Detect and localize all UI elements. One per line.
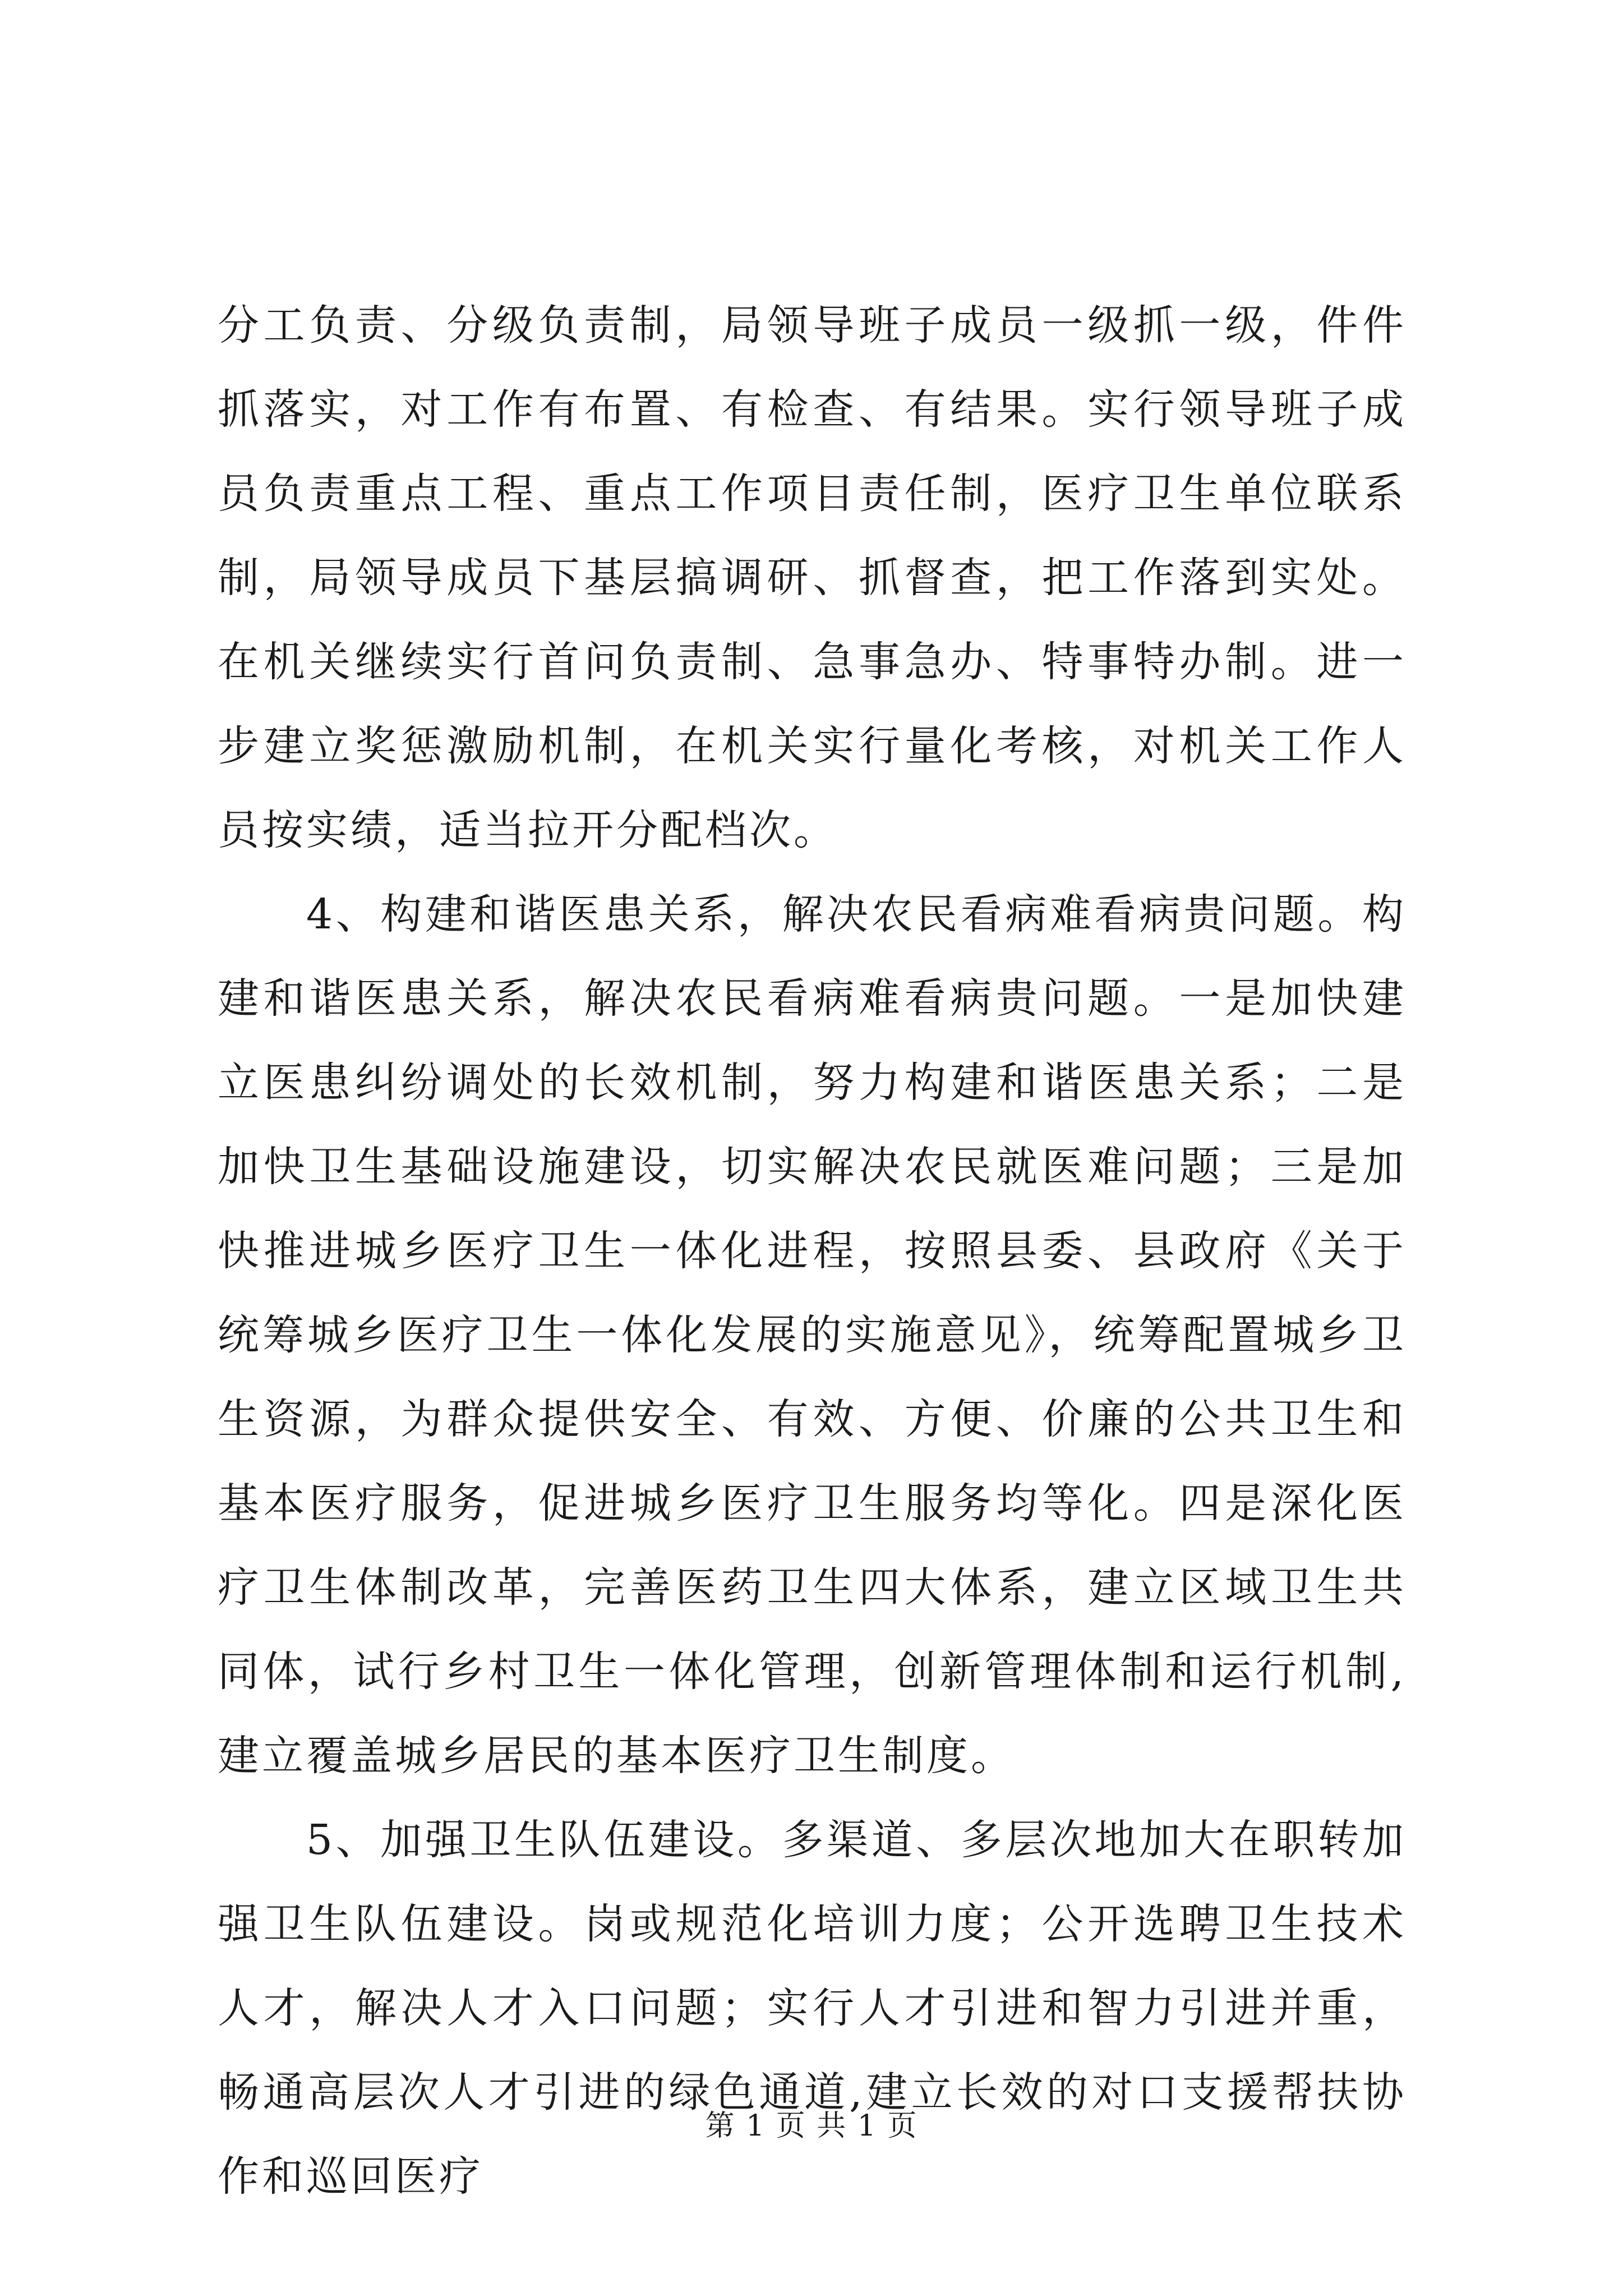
paragraph-health-workforce: 5、加强卫生队伍建设。多渠道、多层次地加大在职转加强卫生队伍建设。岗或规范化培训力度；公开选聘卫生技术人才，解决人才入口问题；实行人才引进和智力引进并重，畅通高层次人才引进的绿色通道,建立长效的对口支援帮扶协作和巡回医疗 [218, 1816, 1407, 2201]
paragraph-doctor-patient-relations: 4、构建和谐医患关系，解决农民看病难看病贵问题。构建和谐医患关系，解决农民看病难看病贵问题。一是加快建立医患纠纷调处的长效机制，努力构建和谐医患关系；二是加快卫生基础设施建设，切实解决农民就医难问题；三是加快推进城乡医疗卫生一体化进程，按照县委、县政府《关于统筹城乡医疗卫生一体化发展的实施意见》，统筹配置城乡卫生资源，为群众提供安全、有效、方便、价廉的公共卫生和基本医疗服务，促进城乡医疗卫生服务均等化。四是深化医疗卫生体制改革，完善医药卫生四大体系，建立区域卫生共同体，试行乡村卫生一体化管理，创新管理体制和运行机制,建立覆盖城乡居民的基本医疗卫生制度。 [218, 890, 1407, 1780]
document-body [218, 283, 1407, 2219]
paragraph-responsibility-system: 分工负责、分级负责制，局领导班子成员一级抓一级，件件抓落实，对工作有布置、有检查、有结果。实行领导班子成员负责重点工程、重点工作项目责任制，医疗卫生单位联系制，局领导成员下基层搞调研、抓督查，把工作落到实处。在机关继续实行首问负责制、急事急办、特事特办制。进一步建立奖惩激励机制，在机关实行量化考核，对机关工作人员按实绩，适当拉开分配档次。 [218, 301, 1407, 854]
page-number-footer: 第 1 页 共 1 页 [705, 2109, 918, 2143]
